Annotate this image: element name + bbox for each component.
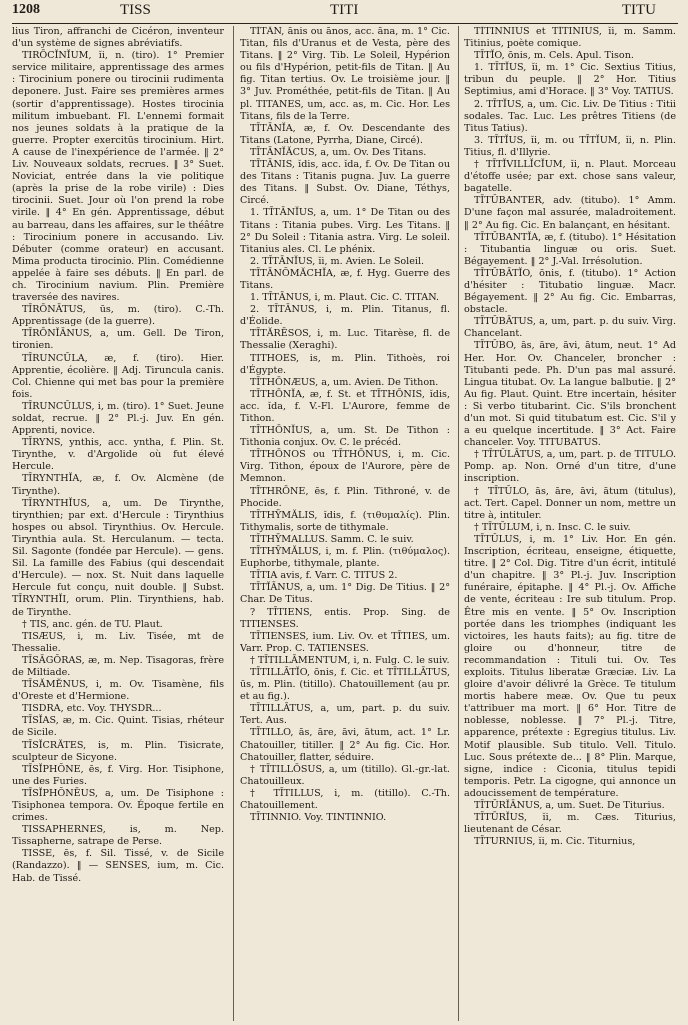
dictionary-entry: TĪTŬBANTĬA, æ, f. (titubo). 1° Hésitation : Titubantia linguæ ou oris. Suet. Bégayement. ‖ 2° J.-Val. Irrésolution. (464, 231, 676, 267)
dictionary-entry: † TIS, anc. gén. de TU. Plaut. (22, 618, 163, 630)
dictionary-entry: TĪTŬBĀTUS, a, um, part. p. du suiv. Virg. Chancelant. (464, 316, 676, 340)
dictionary-entry: TĪRYNTHĬUS, a, um. De Tirynthe, tirynthien; par ext. d'Hercule : Tirynthius hospes ou absol. Tirynthius. Ov. Hercule. Tirynthia aula. St. Herculanum. — tecta. Sil. Sagonte (fondée par Hercule). — gens. Sil. La famille des Fabius (qui descendait d'Hercule). — nox. St. Nuit dans laquelle Hercule fut conçu, nuit double. ‖ Subst. TĪRYNTHĬI, orum. Plin. Tirynthiens, hab. de Tirynthe. (12, 497, 224, 618)
dictionary-entry: TISSE, ēs, f. Sil. Tissé, v. de Sicile (Randazzo). ‖ — SENSES, ium, m. Cic. Hab. de Tissé. (12, 848, 224, 884)
column-3 (464, 26, 676, 1021)
dictionary-entry: TISSAPHERNES, is, m. Nep. Tissapherne, satrape de Perse. (12, 824, 224, 848)
dictionary-entry: 2. TĪTĀNUS, i, m. Plin. Titanus, fl. d'Éolide. (240, 304, 450, 328)
dictionary-entry: TĪTILLĀTUS, a, um, part. p. du suiv. Tert. Aus. (240, 703, 450, 727)
guide-word-right: TITU (621, 2, 656, 18)
dictionary-entry: † TĪTILLUS, i, m. (titillo). C.-Th. Chatouillement. (240, 787, 450, 811)
dictionary-entry: TĪTHȲMĂLUS, i, m. f. Plin. (τιθύμαλος). Euphorbe, tithymale, plante. (240, 546, 450, 570)
dictionary-entry: TĪSĂMĔNUS, i, m. Ov. Tisamène, fils d'Oreste et d'Hermione. (12, 679, 224, 703)
dictionary-entry: TITHOES, is, m. Plin. Tithoès, roi d'Égypte. (240, 352, 450, 376)
dictionary-entry: TĪTIENSES, ium. Liv. Ov. et TĪTIES, um. Varr. Prop. C. TATIENSES. (240, 630, 450, 654)
dictionary-entry: TĪTILLO, ās, āre, āvi, ātum, act. 1° Lr. Chatouiller, titiller. ‖ 2° Au fig. Cic. Hor. Chatouiller, flatter, séduire. (240, 727, 450, 763)
dictionary-entry: TĪSĬCRĂTES, is, m. Plin. Tisicrate, sculpteur de Sicyone. (12, 739, 224, 763)
dictionary-entry: TĪSĬPHŎNE, ēs, f. Virg. Hor. Tisiphone, une des Furies. (12, 763, 224, 787)
dictionary-entry: TISDRA, etc. Voy. THYSDR... (22, 703, 162, 715)
dictionary-entry: † TĪTŬLUM, i, n. Insc. C. le suiv. (474, 521, 631, 533)
dictionary-entry: TĪTĬO, ōnis, m. Cels. Apul. Tison. (474, 50, 634, 62)
dictionary-entry: TĪTŪRĬUS, ĭi, m. Cæs. Titurius, lieutenant de César. (464, 812, 676, 836)
dictionary-entry: TĪTINNIUS et TĪTINIUS, ĭi, m. Samm. Titinius, poète comique. (464, 26, 676, 50)
dictionary-entry: TĪTHȲMALLUS. Samm. C. le suiv. (250, 533, 414, 545)
header-rule (12, 23, 678, 24)
guide-word-left: TISS (120, 2, 151, 18)
dictionary-entry: † TĪTŬLĀTUS, a, um, part. p. de TITULO. Pomp. ap. Non. Orné d'un titre, d'une inscription. (464, 449, 676, 485)
dictionary-entry: TĪTĂRĒSOS, i, m. Luc. Titarèse, fl. de Thessalie (Xeraghi). (240, 328, 450, 352)
dictionary-entry: TĪTĀNIS, ĭdis, acc. ĭda, f. Ov. De Titan ou des Titans : Titanis pugna. Juv. La guerre des Titans. ‖ Subst. Ov. Diane, Téthys, Circé. (240, 159, 450, 207)
dictionary-entry: TĪTILLĀTĬO, ōnis, f. Cic. et TĪTILLĀTUS, ūs, m. Plin. (titillo). Chatouillement (au pr. et au fig.). (240, 666, 450, 703)
dictionary-entry: TĪTHRŌNE, ēs, f. Plin. Tithroné, v. de Phocide. (240, 485, 450, 509)
dictionary-entry: TĪTURNIUS, ĭi, m. Cic. Titurnius, (474, 836, 636, 848)
dictionary-entry: † TĪTILLĀMENTUM, i, n. Fulg. C. le suiv. (250, 654, 450, 666)
dictionary-entry: TĪRYNTHĬA, æ, f. Ov. Alcmène (de Tirynthe). (12, 473, 224, 497)
dictionary-entry: TIRŌCĬNĬUM, ĭi, n. (tiro). 1° Premier service militaire, apprentissage des armes : Tirocinium ponere ou tirocinii rudimenta deponere. Just. Faire ses premières armes (sortir d'apprentissage). Hostes tirocinia militum imbuebant. Fl. L'ennemi formait nos jeunes soldats à la pratique de la guerre. Propter exercitūs tirocinium. Hirt. A cause de l'inexpérience de l'armée. ‖ 2° Liv. Nouveaux soldats, recrues. ‖ 3° Suet. Noviciat, entrée dans la vie politique (après la prise de la robe virile) : Dies tirocinii. Suet. Jour où l'on prend la robe virile. ‖ 4° En gén. Apprentissage, début au barreau, dans les affaires, sur le théâtre : Tirocinium ponere in accusando. Liv. Débuter (comme orateur) en accusant. Mima producta tirocinio. Plin. Comédienne appelée à faire ses débuts. ‖ En parl. de ch. Tirocinium navium. Plin. Première traversée des navires. (12, 50, 224, 304)
dictionary-entry: lius Tiron, affranchi de Cicéron, inventeur d'un système de signes abréviatifs. (12, 26, 224, 50)
dictionary-entry: 1. TĪTĬUS, ĭi, m. 1° Cic. Sextius Titius, tribun du peuple. ‖ 2° Hor. Titius Septimius, ami d'Horace. ‖ 3° Voy. TATIUS. (464, 62, 676, 98)
dictionary-entry: TĪTŬBANTER, adv. (titubo). 1° Amm. D'une façon mal assurée, maladroitement. ‖ 2° Au fig. Cic. En balançant, en hésitant. (464, 195, 676, 231)
dictionary-entry: TĪTINNIO. Voy. TINTINNIO. (250, 812, 387, 824)
dictionary-entry: TĪTĀNĬĂCUS, a, um. Ov. Des Titans. (250, 146, 427, 158)
page-number: 1208 (12, 2, 40, 17)
dictionary-entry: TĪRYNS, ynthis, acc. yntha, f. Plin. St. Tirynthe, v. d'Argolide où fut élevé Hercule. (12, 437, 224, 473)
dictionary-entry: ? TĪTIENS, entis. Prop. Sing. de TITIENSES. (240, 606, 450, 630)
dictionary-entry: TĪRUNCŬLA, æ, f. (tiro). Hier. Apprentie, écolière. ‖ Adj. Tiruncula canis. Col. Chienne qui met bas pour la première fois. (12, 352, 224, 400)
dictionary-entry: TĪTĀNŎMĂCHĬA, æ, f. Hyg. Guerre des Titans. (240, 267, 450, 291)
column-2 (240, 26, 450, 1021)
dictionary-entry: TĪTŬRĬĀNUS, a, um. Suet. De Titurius. (474, 800, 665, 811)
dictionary-entry: TĪSĀGŎRAS, æ, m. Nep. Tisagoras, frère de Miltiade. (12, 654, 224, 678)
dictionary-entry: TĪSĬPHŎNĒUS, a, um. De Tisiphone : Tisiphonea tempora. Ov. Époque fertile en crimes. (12, 787, 224, 824)
dictionary-entry: TĪTHŌNĬUS, a, um. St. De Tithon : Tithonia conjux. Ov. C. le précéd. (240, 425, 450, 449)
dictionary-entry: TĪTŬLUS, i, m. 1° Liv. Hor. En gén. Inscription, écriteau, enseigne, étiquette, titre. ‖ 2° Col. Dig. Titre d'un écrit, intitulé d'un chapitre. ‖ 3° Pl.-j. Juv. Inscription funéraire, épitaphe. ‖ 4° Pl.-j. Ov. Affiche de vente, écriteau : Ire sub titulum. Prop. Être mis en vente. ‖ 5° Ov. Inscription portée dans les triomphes (indiquant les victoires, les hauts faits); au fig. titre de gloire ou d'honneur, titre de recommandation : Tituli tui. Ov. Tes exploits. Titulus liberatæ Græciæ. Liv. La gloire d'avoir délivré la Grèce. Te titulum mortis habere meæ. Ov. Que tu peux t'attribuer ma mort. ‖ 6° Hor. Titre de noblesse, noblesse. ‖ 7° Pl.-j. Titre, apparence, prétexte : Egregius titulus. Liv. Motif plausible. Sub titulo. Vell. Titulo. Luc. Sous prétexte de... ‖ 8° Plin. Marque, signe, indice : Ciconia, titulus tepidi temporis. Petr. La cigogne, qui annonce un adoucissement de température. (464, 533, 676, 799)
dictionary-entry: TĪRŌNĬĀNUS, a, um. Gell. De Tiron, tironien. (12, 328, 224, 352)
dictionary-entry: † TĪTILLŌSUS, a, um (titillo). Gl.-gr.-lat. Chatouilleux. (240, 763, 450, 787)
dictionary-entry: TĪTIA avis, f. Varr. C. TITUS 2. (250, 570, 398, 582)
column-1 (12, 26, 224, 1021)
dictionary-entry: TĪRUNCŬLUS, i, m. (tiro). 1° Suet. Jeune soldat, recrue. ‖ 2° Pl.-j. Juv. En gén. Apprenti, novice. (12, 400, 224, 437)
dictionary-entry: 1. TĪTĀNĬUS, a, um. 1° De Titan ou des Titans : Titania pubes. Virg. Les Titans. ‖ 2° Du Soleil : Titania astra. Virg. Le soleil. Titanius ales. Cl. Le phénix. (240, 207, 450, 255)
dictionary-entry: TĪTŬBĀTĬO, ōnis, f. (titubo). 1° Action d'hésiter : Titubatio linguæ. Macr. Bégayement. ‖ 2° Au fig. Cic. Embarras, obstacle. (464, 267, 676, 316)
dictionary-entry: TĪTHŌNOS ou TĪTHŌNUS, i, m. Cic. Virg. Tithon, époux de l'Aurore, père de Memnon. (240, 449, 450, 485)
dictionary-entry: TĪTHȲMĂLIS, ĭdis, f. (τιθυμαλίς). Plin. Tithymalis, sorte de tithymale. (240, 509, 450, 533)
dictionary-entry: TĪTĬĀNUS, a, um. 1° Dig. De Titius. ‖ 2° Char. De Titus. (240, 582, 450, 606)
dictionary-entry: TĪTHŌNĬA, æ, f. St. et TĪTHŌNIS, ĭdis, acc. ĭda, f. V.-Fl. L'Aurore, femme de Tithon. (240, 388, 450, 424)
dictionary-entry: TĪRŌNĀTUS, ūs, m. (tiro). C.-Th. Apprentissage (de la guerre). (12, 304, 224, 328)
dictionary-entry: TĪTHŌNÆUS, a, um. Avien. De Tithon. (250, 376, 439, 388)
dictionary-entry: 3. TĪTĬUS, ĭi, m. ou TĪTĬUM, ĭi, n. Plin. Titius, fl. d'Illyrie. (464, 134, 676, 158)
column-divider (233, 26, 234, 1021)
dictionary-entry: TĪTĀN, ānis ou ānos, acc. āna, m. 1° Cic. Titan, fils d'Uranus et de Vesta, père des Titans. ‖ 2° Virg. Tib. Le Soleil, Hypérion ou fils d'Hypérion, petit-fils de Titan. ‖ Au fig. Titan tertius. Ov. Le troisième jour. ‖ 3° Juv. Prométhée, petit-fils de Titan. ‖ Au pl. TITANES, um, acc. as, m. Cic. Hor. Les Titans, fils de la Terre. (240, 26, 450, 122)
dictionary-entry: TĪTŬBO, ās, āre, āvi, ātum, neut. 1° Ad Her. Hor. Ov. Chanceler, broncher : Titubanti pede. Ph. D'un pas mal assuré. Lingua titubat. Ov. La langue balbutie. ‖ 2° Au fig. Plaut. Quint. Etre incertain, hésiter : Si verbo titubarint. Cic. S'ils bronchent d'un mot. Si quid titubatum est. Cic. S'il y a eu quelque incertitude. ‖ 3° Act. Faire chanceler. Voy. TITUBATUS. (464, 340, 676, 449)
dictionary-entry: 2. TĪTĀNĬUS, ĭi, m. Avien. Le Soleil. (250, 255, 425, 267)
dictionary-entry: † TĪTŬLO, ās, āre, āvi, ātum (titulus), act. Tert. Capel. Donner un nom, mettre un titre à, intituler. (464, 485, 676, 521)
dictionary-entry: TĪTĀNĬA, æ, f. Ov. Descendante des Titans (Latone, Pyrrha, Diane, Circé). (240, 122, 450, 146)
guide-word-middle: TITI (330, 2, 359, 18)
running-head (12, 2, 678, 22)
dictionary-entry: TĪSĬAS, æ, m. Cic. Quint. Tisias, rhéteur de Sicile. (12, 715, 224, 739)
dictionary-entry: 2. TĪTĬUS, a, um. Cic. Liv. De Titius : Titii sodales. Tac. Luc. Les prêtres Titiens (de Titus Tatius). (464, 98, 676, 134)
dictionary-entry: TISÆUS, i, m. Liv. Tisée, mt de Thessalie. (12, 630, 224, 654)
dictionary-entry: 1. TĪTĀNUS, i, m. Plaut. Cic. C. TITAN. (250, 292, 440, 304)
column-divider (458, 26, 459, 1021)
dictionary-entry: † TĪTĬVILLĬCĬUM, ĭi, n. Plaut. Morceau d'étoffe usée; par ext. chose sans valeur, bagatelle. (464, 159, 676, 195)
